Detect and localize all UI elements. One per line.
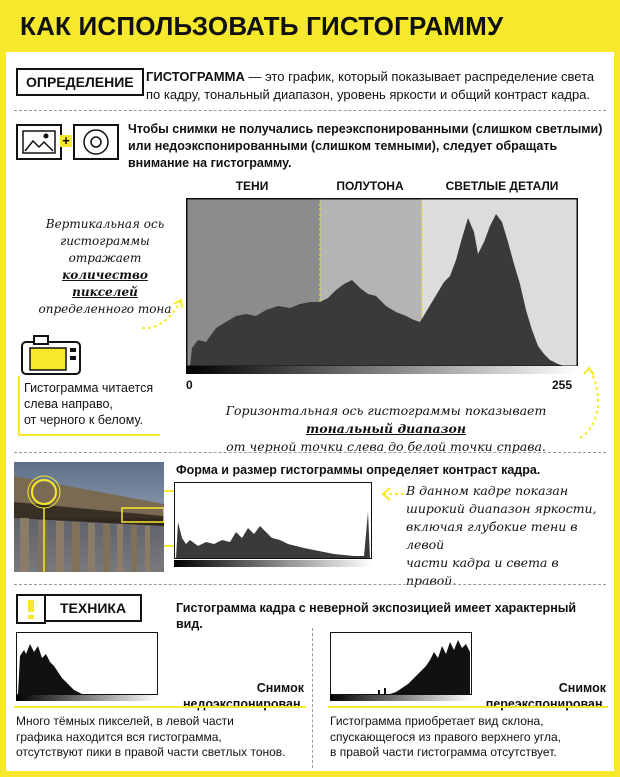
zone-label-highlights: СВЕТЛЫЕ ДЕТАЛИ bbox=[445, 179, 559, 193]
horizontal-axis-note bbox=[186, 402, 586, 456]
underexposed-desc-line1: Много тёмных пикселей, в левой части bbox=[16, 714, 234, 728]
zone-label-shadows: ТЕНИ bbox=[235, 179, 269, 193]
divider-vertical bbox=[312, 628, 313, 768]
colonnade-photo bbox=[14, 462, 164, 572]
divider bbox=[14, 110, 606, 111]
vertical-note-line1: Вертикальная ось bbox=[45, 217, 165, 231]
axis-max-label: 255 bbox=[552, 378, 573, 392]
underexposed-desc bbox=[16, 714, 316, 761]
definition-tag: ОПРЕДЕЛЕНИЕ bbox=[16, 68, 144, 96]
underexposed-label-line2: недоэкспонирован. bbox=[182, 697, 304, 711]
dashed-arrow-icon bbox=[572, 364, 606, 444]
definition-line2: по кадру, тональный диапазон, уровень яркости и общий контраст кадра. bbox=[146, 87, 591, 102]
photo-plus-dial-icon bbox=[16, 123, 116, 161]
zone-labels bbox=[186, 175, 582, 197]
contrast-note-line2: широкий диапазон яркости, bbox=[406, 501, 597, 516]
advice-line1: Чтобы снимки не получались переэкспонированными (слишком светлыми) bbox=[128, 122, 603, 136]
advice-line3: внимание на гистограмму. bbox=[128, 156, 292, 170]
reading-note-line1: Гистограмма читается bbox=[24, 381, 154, 395]
overexposed-histogram bbox=[330, 632, 472, 702]
contrast-histogram bbox=[174, 482, 372, 568]
vertical-note-line3: количество пикселей bbox=[62, 268, 148, 299]
overexposed-label-line1: Снимок bbox=[558, 681, 606, 695]
contrast-note-line3: включая глубокие тени в левой bbox=[406, 519, 578, 552]
reading-note bbox=[24, 380, 164, 428]
contrast-note bbox=[406, 482, 606, 590]
underexposed-desc-line2: графика находится вся гистограмма, bbox=[16, 729, 222, 744]
underexposed-desc-line3: отсутствуют пики в правой части светлых тонов. bbox=[16, 745, 286, 759]
svg-text:+: + bbox=[62, 133, 70, 148]
divider bbox=[14, 584, 606, 585]
overexposed-desc-line2: спускающегося из правого верхнего угла, bbox=[330, 729, 561, 744]
main-histogram bbox=[186, 198, 578, 374]
page-title: КАК ИСПОЛЬЗОВАТЬ ГИСТОГРАММУ bbox=[10, 6, 513, 46]
curved-arrow-icon bbox=[140, 292, 186, 332]
overexposed-desc bbox=[330, 714, 610, 761]
technique-heading: Гистограмма кадра с неверной экспозицией имеет характерный вид. bbox=[176, 601, 577, 631]
yellow-underline bbox=[14, 706, 306, 708]
underexposed-label-line1: Снимок bbox=[256, 681, 304, 695]
contrast-heading: Форма и размер гистограммы определяет контраст кадра. bbox=[176, 463, 541, 477]
divider bbox=[14, 452, 606, 453]
advice-line2: или недоэкспонированными (слишком темными), следует обращать bbox=[128, 139, 558, 153]
camera-icon bbox=[20, 334, 86, 376]
reading-note-line3: от черного к белому. bbox=[24, 413, 143, 427]
definition-line1: — это график, который показывает распределение света bbox=[244, 69, 595, 84]
advice-text bbox=[128, 121, 608, 172]
left-arrow-icon bbox=[380, 484, 406, 504]
definition-term: ГИСТОГРАММА bbox=[146, 69, 245, 84]
overexposed-desc-line1: Гистограмма приобретает вид склона, bbox=[330, 714, 544, 728]
zone-label-midtones: ПОЛУТОНА bbox=[336, 179, 404, 193]
contrast-note-line1: В данном кадре показан bbox=[406, 483, 569, 498]
vertical-note-line2: гистограммы отражает bbox=[60, 234, 150, 265]
warning-icon bbox=[16, 594, 46, 624]
vertical-note-line4: определенного тона bbox=[38, 302, 172, 316]
reading-note-line2: слева направо, bbox=[24, 397, 113, 411]
yellow-underline bbox=[328, 706, 608, 708]
axis-min-label: 0 bbox=[186, 378, 193, 392]
underexposed-histogram bbox=[16, 632, 158, 702]
overexposed-label-line2: переэкспонирован. bbox=[485, 697, 606, 711]
definition-text bbox=[146, 68, 606, 104]
contrast-note-line4: части кадра и света в правой. bbox=[406, 555, 559, 588]
horizontal-note-line1: Горизонтальная ось гистограммы показывает bbox=[225, 403, 547, 418]
horizontal-note-line2: от черной точки слева до белой точки справа. bbox=[226, 439, 546, 454]
overexposed-desc-line3: в правой части гистограмма отсутствует. bbox=[330, 745, 557, 759]
technique-tag: ТЕХНИКА bbox=[44, 594, 142, 622]
horizontal-note-emphasis: тональный диапазон bbox=[306, 421, 466, 436]
